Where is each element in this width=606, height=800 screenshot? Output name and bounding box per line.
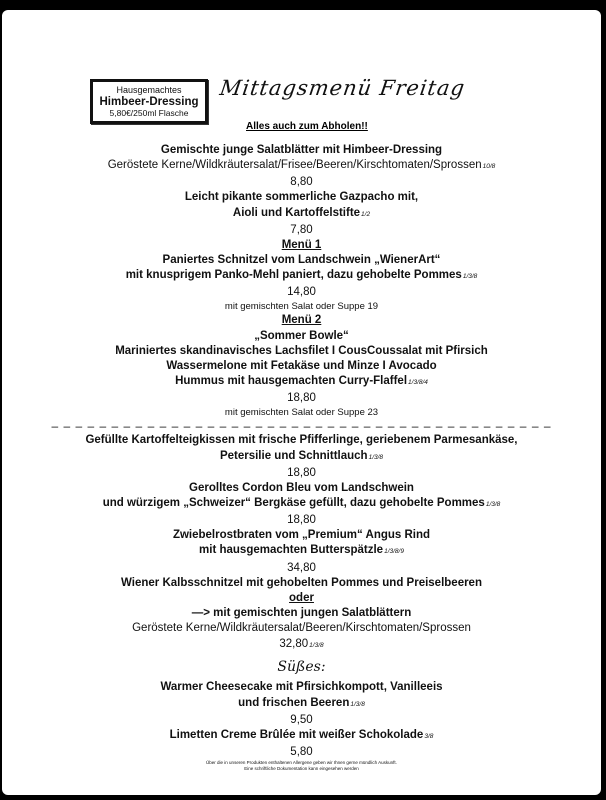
menu-page (2, 10, 601, 795)
allergy-note-1: Über die in unseren Produkten enthaltenen Allergene geben wir Ihnen gerne mündlich Auskunft. (206, 760, 397, 766)
creme-line-1: Limetten Creme Brûlée mit weißer Schokolade3/8 (169, 728, 434, 741)
sweets-header: Süßes: (277, 659, 326, 676)
menu2-line-2: Mariniertes skandinavisches Lachsfilet I CousCoussalat mit Pfirsich (115, 344, 488, 357)
salad-note: 10/8 (482, 163, 496, 171)
dumplings-line-2: Petersilie und Schnittlauch1/3/8 (219, 449, 384, 462)
gazpacho-line-2: Aioli und Kartoffelstifte1/2 (232, 206, 371, 219)
dumplings-note: 1/3/8 (368, 453, 384, 461)
cordon-price: 18,80 (287, 514, 316, 527)
dumplings-line-1: Gefüllte Kartoffelteigkissen mit frische Pfifferlinge, geriebenem Parmesankäse, (85, 434, 518, 447)
menu2-header: Menü 2 (281, 314, 322, 327)
salad-desc: Geröstete Kerne/Wildkräutersalat/Frisee/Beeren/Kirschtomaten/Sprossen10/8 (107, 159, 496, 172)
gazpacho-line-1: Leicht pikante sommerliche Gazpacho mit, (184, 191, 419, 204)
wiener-line-1: Wiener Kalbsschnitzel mit gehobelten Pommes und Preiselbeeren (121, 576, 482, 589)
menu1-extra: mit gemischten Salat oder Suppe 19 (224, 301, 379, 313)
menu2-extra: mit gemischten Salat oder Suppe 23 (224, 407, 379, 419)
badge-line-3: 5,80€/250ml Flasche (109, 108, 189, 118)
menu2-note: 1/3/8/4 (408, 379, 428, 387)
dumplings-price: 18,80 (287, 466, 316, 479)
gazpacho-note: 1/2 (361, 210, 371, 218)
cordon-line-2: und würzigem „Schweizer“ Bergkäse gefüllt, dazu gehobelte Pommes1/3/8 (102, 497, 501, 510)
zwiebel-line-2: mit hausgemachten Butterspätzle1/3/8/9 (199, 544, 404, 557)
cheesecake-line-1: Warmer Cheesecake mit Pfirsichkompott, Vanilleeis (160, 681, 443, 694)
zwiebel-note: 1/3/8/9 (384, 548, 404, 556)
menu1-line-1: Paniertes Schnitzel vom Landschwein „WienerArt“ (162, 254, 441, 267)
badge-line-2: Himbeer-Dressing (99, 96, 199, 108)
menu-list (2, 143, 601, 772)
dressing-badge (90, 79, 208, 124)
menu1-header: Menü 1 (281, 238, 322, 251)
salad-price: 8,80 (290, 176, 313, 189)
menu1-note: 1/3/8 (462, 273, 478, 281)
wiener-line-2: —> mit gemischten jungen Salatblättern (191, 607, 412, 620)
gazpacho-price: 7,80 (290, 223, 313, 236)
menu2-line-3: Wassermelone mit Fetakäse und Minze I Avocado (166, 360, 437, 373)
cordon-note: 1/3/8 (485, 501, 501, 509)
zwiebel-price: 34,80 (287, 561, 316, 574)
wiener-note: 1/3/8 (309, 642, 324, 650)
zwiebel-line-1: Zwiebelrostbraten vom „Premium“ Angus Rind (172, 529, 431, 542)
dashed-separator: – – – – – – – – – – – – – – – – – – – – – – – – – – – – – – – – – – – – – – – – – – (51, 419, 552, 434)
creme-price: 5,80 (290, 746, 313, 759)
pickup-note: Alles auch zum Abholen!! (246, 121, 368, 132)
badge-line-1: Hausgemachtes (116, 85, 182, 95)
menu2-line-4: Hummus mit hausgemachten Curry-Flaffel1/3/8/4 (175, 375, 428, 388)
wiener-price-row (2, 636, 601, 654)
menu1-price: 14,80 (287, 286, 316, 299)
page-title: Mittagsmenü Freitag (218, 76, 467, 100)
menu2-price: 18,80 (287, 392, 316, 405)
cordon-line-1: Gerolltes Cordon Bleu vom Landschwein (189, 481, 414, 494)
wiener-price: 32,80 (279, 638, 309, 651)
wiener-or: oder (289, 591, 314, 604)
allergy-note-2: Eine schriftliche Dokumentation kann eingesehen werden (244, 766, 359, 772)
creme-note: 3/8 (424, 732, 434, 740)
cheesecake-line-2: und frischen Beeren1/3/8 (238, 696, 365, 709)
cheesecake-price: 9,50 (290, 713, 313, 726)
wiener-desc: Geröstete Kerne/Wildkräutersalat/Beeren/Kirschtomaten/Sprossen (132, 622, 471, 635)
salad-title: Gemischte junge Salatblätter mit Himbeer-Dressing (160, 144, 443, 156)
cheesecake-note: 1/3/8 (350, 700, 365, 708)
menu1-line-2: mit knusprigem Panko-Mehl paniert, dazu gehobelte Pommes1/3/8 (125, 269, 478, 282)
menu2-line-1: „Sommer Bowle“ (254, 329, 349, 342)
